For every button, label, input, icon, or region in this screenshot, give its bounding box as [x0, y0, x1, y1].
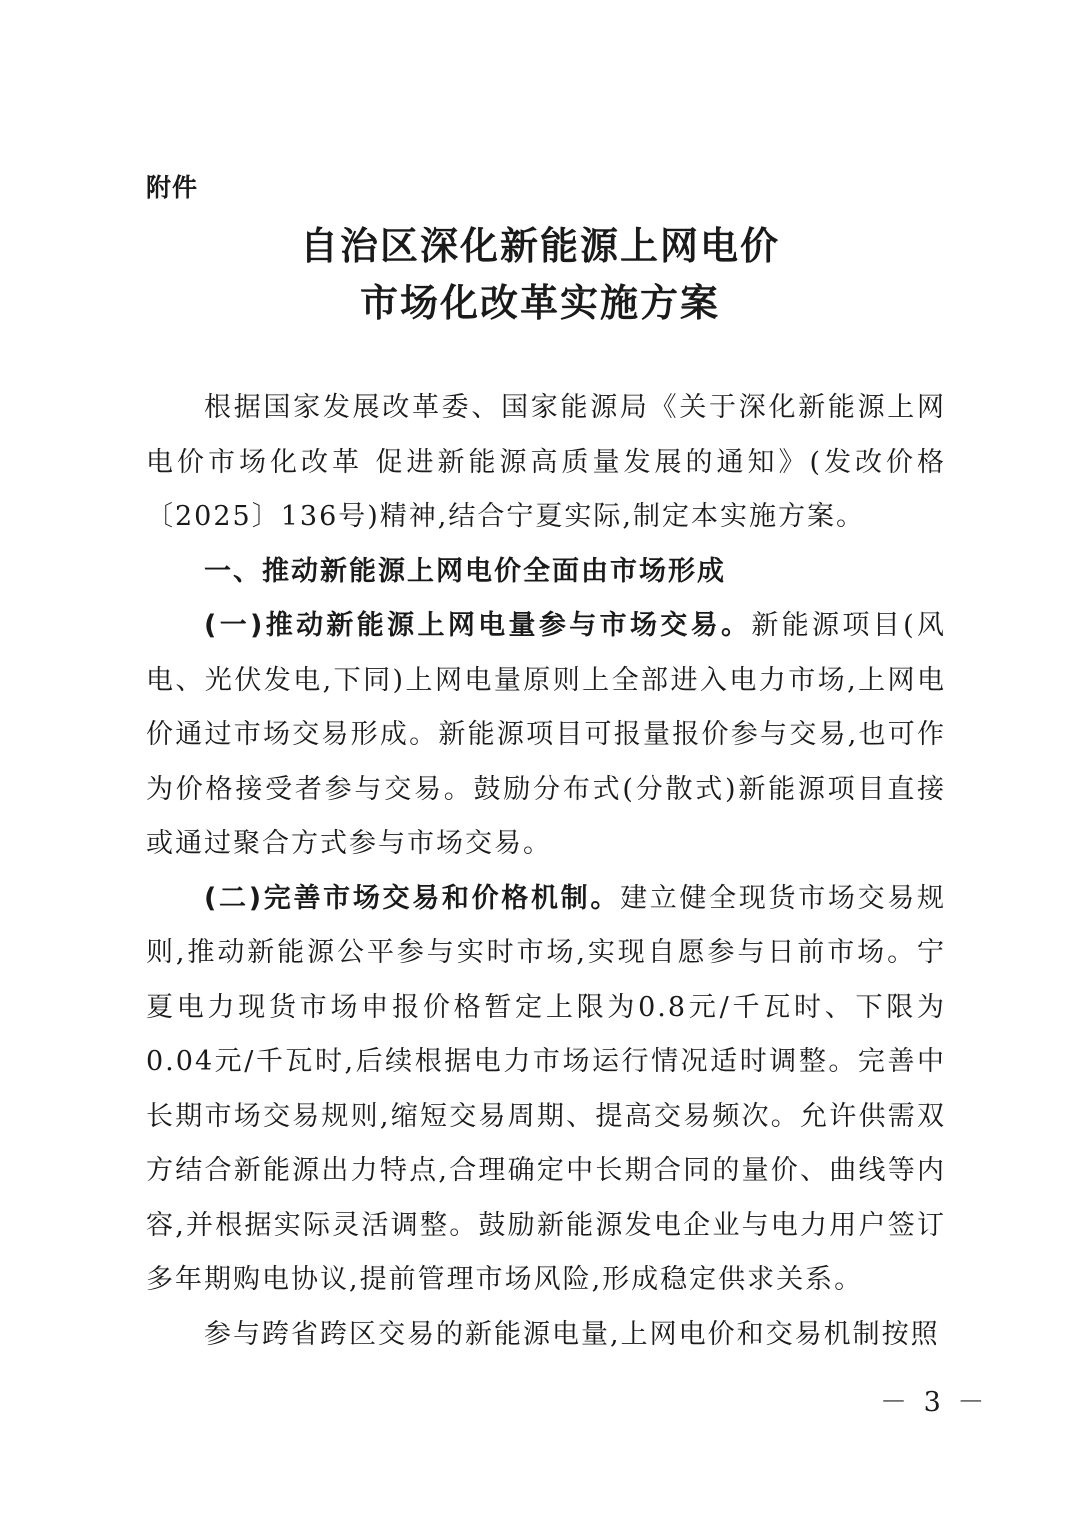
item1-lead: (一)推动新能源上网电量参与市场交易。 — [204, 610, 752, 641]
document-title-line1: 自治区深化新能源上网电价 — [299, 223, 780, 268]
item1-body: 新能源项目(风电、光伏发电,下同)上网电量原则上全部进入电力市场,上网电价通过市场交易形成。新能源项目可报量报价参与交易,也可作为价格接受者参与交易。鼓励分布式(分散式)新能源项目直接或通过聚合方式参与市场交易。 — [146, 610, 946, 859]
item1-paragraph — [146, 599, 946, 872]
document-body — [146, 381, 946, 1362]
item2-paragraph — [146, 872, 946, 1308]
attachment-label: 附件 — [146, 173, 199, 202]
cross-province-paragraph: 参与跨省跨区交易的新能源电量,上网电价和交易机制按照 — [204, 1318, 940, 1350]
section1-heading: 一、推动新能源上网电价全面由市场形成 — [204, 555, 726, 587]
item2-lead: (二)完善市场交易和价格机制。 — [204, 882, 621, 914]
document-title-line2: 市场化改革实施方案 — [359, 280, 720, 325]
item2-body: 建立健全现货市场交易规则,推动新能源公平参与实时市场,实现自愿参与日前市场。宁夏电力现货市场申报价格暂定上限为0.8元/千瓦时、下限为0.04元/千瓦时,后续根据电力市场运行情况适时调整。完善中长期市场交易规则,缩短交易周期、提高交易频次。允许供需双方结合新能源出力特点,合理确定中长期合同的量价、曲线等内容,并根据实际灵活调整。鼓励新能源发电企业与电力用户签订多年期购电协议,提前管理市场风险,形成稳定供求关系。 — [146, 882, 947, 1295]
intro-paragraph: 根据国家发展改革委、国家能源局《关于深化新能源上网电价市场化改革 促进新能源高质量发展的通知》(发改价格〔2025〕136号)精神,结合宁夏实际,制定本实施方案。 — [146, 392, 946, 532]
page-number: － 3 － — [880, 1387, 989, 1418]
